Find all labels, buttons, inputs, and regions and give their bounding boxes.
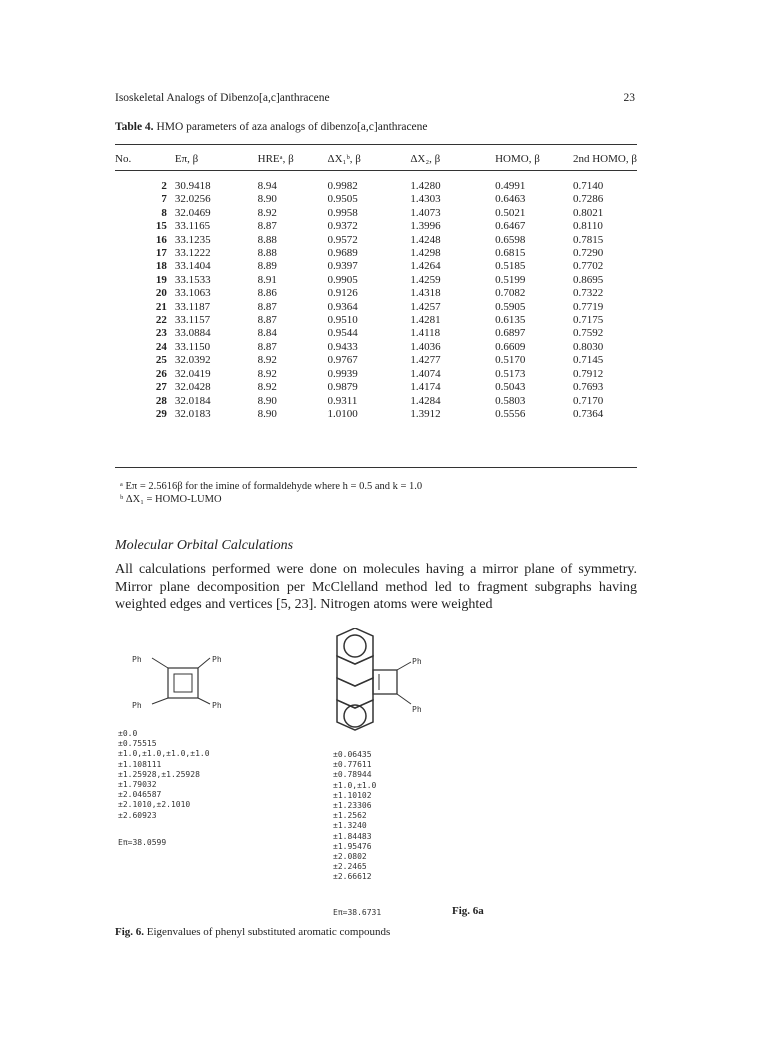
table-row: [115, 247, 637, 260]
table-cell: 8.87: [257, 300, 277, 313]
table-cell: 0.5170: [495, 354, 526, 367]
table-cell: 0.9939: [327, 367, 358, 380]
table-cell: 0.7719: [572, 300, 604, 313]
table-row: [115, 234, 637, 247]
compound-number-cell: 8: [161, 206, 167, 219]
table-cell: 0.5199: [495, 273, 526, 286]
table-cell: 0.5803: [495, 394, 526, 407]
table-cell: 0.6463: [495, 193, 526, 206]
table-cell: 8.87: [257, 340, 277, 353]
table-cell: 1.4281: [410, 314, 441, 327]
bond-line: [198, 698, 210, 704]
table-cell: 8.92: [257, 206, 277, 219]
column-header: ΔX₁ᵇ, β: [327, 153, 361, 165]
table-cell: 0.7912: [572, 367, 604, 380]
table-cell: 1.4259: [410, 273, 441, 286]
table-cell: 8.92: [257, 381, 277, 394]
table-cell: 0.9510: [327, 314, 358, 327]
table-body: [115, 168, 637, 421]
table-row: [115, 274, 637, 287]
table-row: [115, 287, 637, 300]
table-cell: 8.88: [257, 233, 277, 246]
table-cell: 32.0184: [174, 394, 211, 407]
table-row: [115, 207, 637, 220]
table-cell: 0.9433: [327, 340, 358, 353]
table-cell: 1.4248: [410, 233, 441, 246]
table-cell: 0.7815: [572, 233, 604, 246]
table-cell: 1.4174: [410, 381, 441, 394]
table-cell: 0.7693: [572, 381, 604, 394]
table-cell: 0.8110: [572, 220, 603, 233]
table-row: [115, 341, 637, 354]
table-cell: 1.3996: [410, 220, 441, 233]
bond-line: [152, 698, 168, 704]
table-cell: 0.9397: [327, 260, 358, 273]
table-cell: 33.1150: [174, 340, 211, 353]
table-cell: 0.7175: [572, 314, 604, 327]
table-cell: 0.9364: [327, 300, 358, 313]
table-cell: 8.91: [257, 273, 277, 286]
table-caption-text: HMO parameters of aza analogs of dibenzo[a,c]anthracene: [156, 121, 428, 133]
table-cell: 33.1404: [174, 260, 211, 273]
body-paragraph: All calculations performed were done on molecules having a mirror plane of symmetry. Mirror plane decomposition per McClelland method led to fragment subgraphs having weighted edges and vertices [5, 23]. Nitrogen atoms were weighted: [115, 562, 637, 612]
table-cell: 0.9544: [327, 327, 358, 340]
right-eigenvalue-list: ±0.06435 ±0.77611 ±0.78944 ±1.0,±1.0 ±1.10102 ±1.23306 ±1.2562 ±1.3240 ±1.84483 ±1.95476 ±2.0802 ±2.2465 ±2.66612: [333, 750, 377, 882]
compound-number-cell: 17: [155, 247, 167, 260]
table-cell: 0.8695: [572, 273, 604, 286]
column-header: 2nd HOMO, β: [572, 153, 637, 165]
left-eigenvalue-list: ±0.0 ±0.75515 ±1.0,±1.0,±1.0,±1.0 ±1.108111 ±1.25928,±1.25928 ±1.79032 ±2.046587 ±2.1010,±2.1010 ±2.60923: [118, 729, 210, 820]
table-cell: 33.1222: [174, 247, 211, 260]
table-cell: 8.86: [257, 287, 277, 300]
table-cell: 8.92: [257, 367, 277, 380]
table-cell: 0.9311: [327, 394, 358, 407]
table-cell: 8.87: [257, 314, 277, 327]
ph-label: Ph: [412, 705, 422, 714]
table-row: [115, 354, 637, 367]
table-cell: 0.6467: [495, 220, 526, 233]
running-title: Isoskeletal Analogs of Dibenzo[a,c]anthracene: [115, 92, 330, 104]
table-cell: 0.7140: [572, 180, 604, 192]
compound-number-cell: 29: [155, 407, 167, 420]
aromatic-circle: [344, 635, 366, 657]
column-header: HOMO, β: [495, 153, 540, 165]
table-cell: 0.4991: [495, 180, 526, 192]
cyclobutadiene-ring: [168, 668, 198, 698]
table-cell: 30.9418: [174, 180, 211, 192]
table-cell: 32.0392: [174, 354, 211, 367]
table-cell: 33.1533: [174, 273, 211, 286]
table-cell: 0.6598: [495, 233, 526, 246]
table-row: [115, 301, 637, 314]
table-row: [115, 327, 637, 340]
table-cell: 0.7290: [572, 247, 604, 260]
table-cell: 0.9767: [327, 354, 358, 367]
figure-sublabel: Fig. 6a: [452, 905, 484, 917]
table-row: [115, 314, 637, 327]
bond-line: [152, 658, 168, 668]
bond-line: [198, 658, 210, 668]
table-cell: 0.9905: [327, 273, 358, 286]
page-number: 23: [623, 92, 635, 104]
table-row: [115, 220, 637, 233]
ph-label: Ph: [212, 701, 222, 710]
figure-caption-label: Fig. 6.: [115, 926, 145, 938]
table-cell: 0.7592: [572, 327, 604, 340]
table-cell: 8.90: [257, 394, 277, 407]
table-top-rule: [115, 144, 637, 145]
table-cell: 32.0419: [174, 367, 211, 380]
table-cell: 0.8030: [572, 340, 604, 353]
table-cell: 0.7702: [572, 260, 604, 273]
table-cell: 32.0256: [174, 193, 211, 206]
left-energy-value: Eπ=38.0599: [118, 838, 167, 847]
bond-line: [397, 662, 411, 670]
compound-number-cell: 19: [155, 273, 167, 286]
table-cell: 8.84: [257, 327, 277, 340]
compound-number-cell: 23: [155, 327, 167, 340]
table-cell: 0.5185: [495, 260, 526, 273]
table-cell: 32.0469: [174, 206, 211, 219]
right-energy-value: Eπ=38.6731: [333, 908, 382, 917]
inner-bond-square: [174, 674, 192, 692]
compound-number-cell: 26: [155, 367, 167, 380]
table-cell: 0.9982: [327, 180, 358, 192]
table-cell: 32.0428: [174, 381, 211, 394]
compound-number-cell: 7: [161, 193, 167, 206]
table-header-row: [115, 151, 637, 168]
table-cell: 0.5173: [495, 367, 526, 380]
table-cell: 0.9372: [327, 220, 358, 233]
table-row: [115, 368, 637, 381]
table-row: [115, 381, 637, 394]
compound-number-cell: 18: [155, 260, 167, 273]
table-cell: 1.4118: [410, 327, 441, 340]
table-cell: 1.4298: [410, 247, 441, 260]
bond-line: [397, 694, 411, 704]
table-cell: 33.0884: [174, 327, 211, 340]
table-cell: 33.1157: [174, 314, 211, 327]
table-cell: 8.90: [257, 407, 277, 420]
table-cell: 0.9879: [327, 381, 358, 394]
hmo-table: [115, 151, 637, 421]
table-cell: 1.4280: [410, 180, 441, 192]
footnote-b: ᵇ ΔX₁ = HOMO-LUMO: [120, 494, 222, 505]
table-cell: 33.1235: [174, 233, 211, 246]
ph-label: Ph: [132, 655, 142, 664]
table-cell: 0.6135: [495, 314, 526, 327]
table-cell: 1.3912: [410, 407, 441, 420]
table-cell: 1.4284: [410, 394, 441, 407]
column-header: ΔX₂, β: [410, 153, 441, 165]
table-cell: 0.9958: [327, 206, 358, 219]
table-cell: 0.9572: [327, 233, 358, 246]
table-cell: 0.8021: [572, 206, 604, 219]
table-cell: 8.87: [257, 220, 277, 233]
central-ring-lower: [337, 678, 373, 708]
table-cell: 32.0183: [174, 407, 211, 420]
compound-number-cell: 21: [155, 300, 167, 313]
column-header: No.: [115, 153, 132, 165]
left-molecule-structure: [130, 650, 250, 720]
table-cell: 0.7286: [572, 193, 604, 206]
compound-number-cell: 24: [155, 340, 167, 353]
ph-label: Ph: [212, 655, 222, 664]
ph-label: Ph: [412, 657, 422, 666]
compound-number-cell: 25: [155, 354, 167, 367]
table-cell: 8.88: [257, 247, 277, 260]
table-row: [115, 408, 637, 421]
table-cell: 0.9126: [327, 287, 358, 300]
table-cell: 8.92: [257, 354, 277, 367]
table-row: [115, 260, 637, 273]
compound-number-cell: 28: [155, 394, 167, 407]
running-header: [115, 92, 635, 108]
table-cell: 1.4257: [410, 300, 441, 313]
table-cell: 1.4074: [410, 367, 441, 380]
table-cell: 1.4318: [410, 287, 441, 300]
column-header: HREᵃ, β: [257, 153, 294, 165]
table-cell: 0.7082: [495, 287, 526, 300]
section-title: Molecular Orbital Calculations: [115, 538, 294, 553]
compound-number-cell: 15: [155, 220, 167, 233]
table-cell: 0.6815: [495, 247, 526, 260]
figure-caption: [115, 926, 390, 938]
compound-number-cell: 27: [155, 381, 167, 394]
table-cell: 1.0100: [327, 407, 358, 420]
table-cell: 0.7145: [572, 354, 604, 367]
right-molecule-structure: [315, 628, 435, 738]
table-row: [115, 193, 637, 206]
table-cell: 0.6609: [495, 340, 526, 353]
table-cell: 8.90: [257, 193, 277, 206]
table-cell: 0.9689: [327, 247, 358, 260]
compound-number-cell: 20: [155, 287, 167, 300]
table-cell: 1.4036: [410, 340, 441, 353]
table-cell: 33.1187: [174, 300, 211, 313]
table-cell: 1.4264: [410, 260, 441, 273]
compound-number-cell: 22: [155, 314, 167, 327]
table-cell: 1.4277: [410, 354, 441, 367]
table-caption-label: Table 4.: [115, 121, 154, 133]
table-cell: 33.1063: [174, 287, 211, 300]
table-cell: 8.94: [257, 180, 277, 192]
footnote-a: ᵃ Eπ = 2.5616β for the imine of formaldehyde where h = 0.5 and k = 1.0: [120, 481, 423, 492]
table-cell: 0.5556: [495, 407, 526, 420]
table-cell: 0.5021: [495, 206, 526, 219]
central-ring-upper: [337, 656, 373, 686]
table-caption: [115, 121, 428, 133]
column-header: Eπ, β: [174, 153, 199, 165]
table-row: [115, 180, 637, 193]
table-cell: 1.4303: [410, 193, 441, 206]
compound-number-cell: 16: [155, 233, 167, 246]
table-cell: 33.1165: [174, 220, 211, 233]
table-cell: 0.7364: [572, 407, 604, 420]
cyclobutadiene-ring: [373, 670, 397, 694]
table-cell: 0.7322: [572, 287, 604, 300]
table-cell: 0.7170: [572, 394, 604, 407]
table-bottom-rule: [115, 467, 637, 468]
table-cell: 8.89: [257, 260, 277, 273]
table-cell: 1.4073: [410, 206, 441, 219]
figure-caption-text: Eigenvalues of phenyl substituted aromatic compounds: [146, 926, 391, 938]
table-cell: 0.5043: [495, 381, 526, 394]
table-row: [115, 395, 637, 408]
compound-number-cell: 2: [161, 180, 167, 192]
ph-label: Ph: [132, 701, 142, 710]
table-cell: 0.6897: [495, 327, 526, 340]
table-cell: 0.5905: [495, 300, 526, 313]
table-cell: 0.9505: [327, 193, 358, 206]
